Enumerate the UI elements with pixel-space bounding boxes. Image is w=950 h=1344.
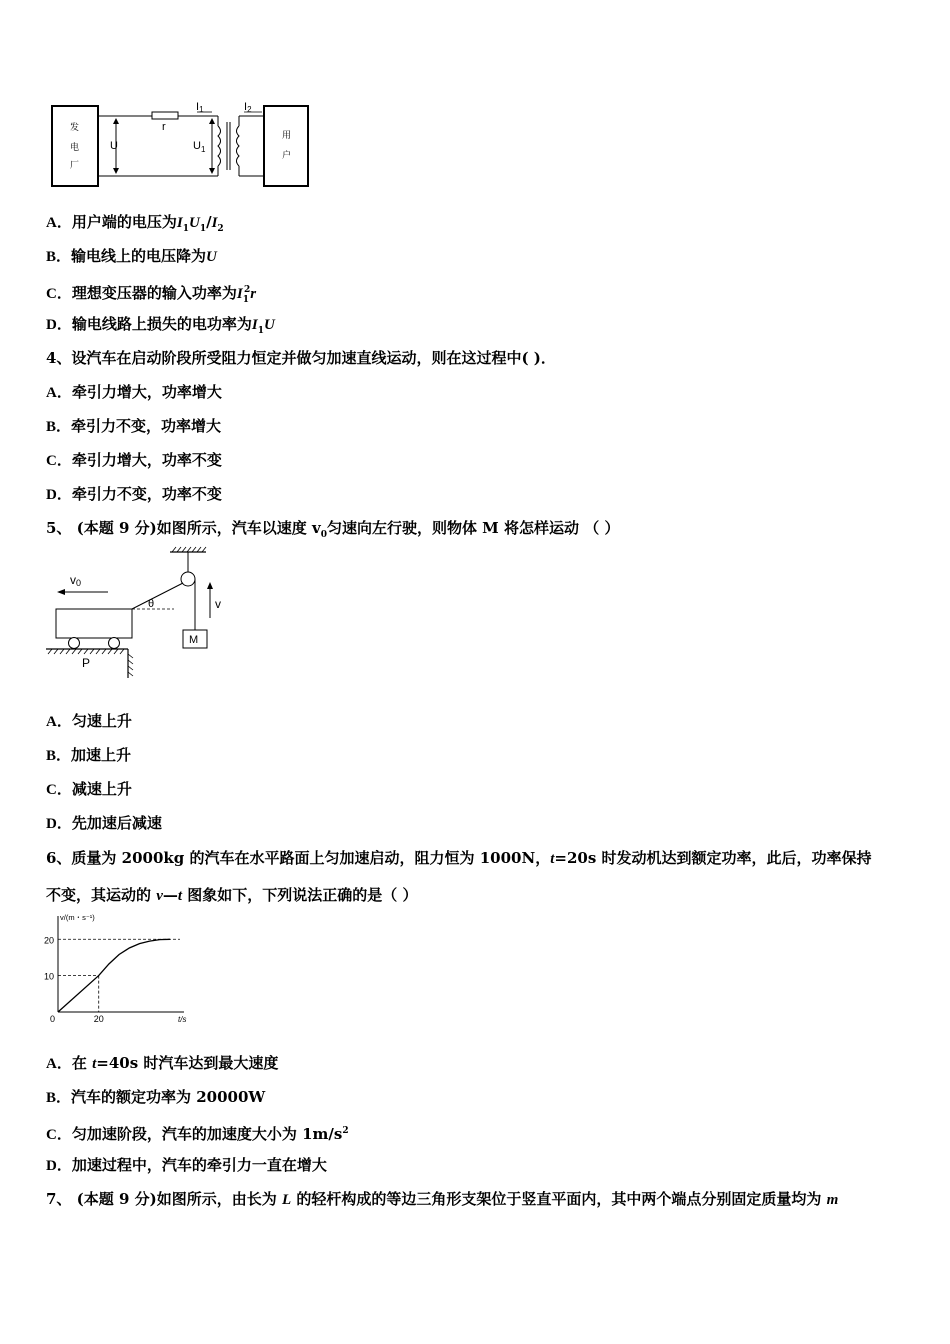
option-text: 输电线上的电压降为 bbox=[71, 247, 207, 265]
I1-label: I bbox=[196, 101, 200, 113]
q3-option-c[interactable]: C．理想变压器的输入功率为$I_1^2r$ bbox=[46, 284, 257, 305]
q6-option-c[interactable]: C．匀加速阶段，汽车的加速度大小为 $1m/s^2$ bbox=[46, 1125, 349, 1143]
user-label-2: 户 bbox=[282, 150, 292, 160]
U-label: U bbox=[110, 140, 118, 152]
U1-sub: 1 bbox=[200, 145, 206, 154]
car-wheel-right bbox=[109, 638, 120, 649]
generator-label-2: 电 bbox=[70, 142, 80, 152]
v-label: v bbox=[215, 597, 221, 611]
generator-label-1: 发 bbox=[70, 122, 80, 132]
q6-option-d[interactable]: D．加速过程中，汽车的牵引力一直在增大 bbox=[46, 1156, 327, 1174]
theta-label: θ bbox=[148, 598, 155, 610]
vt-chart bbox=[40, 912, 190, 1024]
q5-option-c[interactable]: C．减速上升 bbox=[46, 780, 132, 798]
I2-sub: 2 bbox=[247, 105, 252, 114]
q5-stem: 5、 (本题 9 分)如图所示，汽车以速度 $v_0$匀速向左行驶，则物体 M 将怎样运动 （ ） bbox=[46, 519, 620, 540]
v0-label: v bbox=[70, 573, 76, 587]
q5-option-d[interactable]: D．先加速后减速 bbox=[46, 814, 162, 832]
resistor-r bbox=[152, 112, 178, 119]
x-tick-label-20: 20 bbox=[93, 1014, 104, 1024]
power-transmission-diagram bbox=[46, 96, 316, 192]
q4-option-a[interactable]: A．牵引力增大，功率增大 bbox=[46, 383, 222, 401]
q6-stem-line1: 6、质量为 2000kg 的汽车在水平路面上匀加速启动，阻力恒为 1000N，t=20s 时发动机达到额定功率，此后，功率保持 bbox=[46, 849, 872, 867]
option-letter: D． bbox=[46, 317, 72, 333]
U1-label: U bbox=[193, 140, 201, 152]
q7-stem: 7、 (本题 9 分)如图所示，由长为 L 的轻杆构成的等边三角形支架位于竖直平面内，其中两个端点分别固定质量均为 m bbox=[46, 1190, 839, 1208]
pulley bbox=[181, 572, 195, 586]
q5-option-b[interactable]: B．加速上升 bbox=[46, 746, 132, 764]
x-tick-label-0: 0 bbox=[50, 1014, 56, 1024]
car-body bbox=[56, 609, 132, 638]
I2-label: I bbox=[244, 101, 248, 113]
resistor-label: r bbox=[162, 121, 166, 133]
option-text: 输电线路上损失的电功率为 bbox=[71, 315, 252, 333]
I1-sub: 1 bbox=[199, 105, 204, 114]
y-tick-label-10: 10 bbox=[44, 971, 55, 982]
q4-option-d[interactable]: D．牵引力不变，功率不变 bbox=[46, 485, 222, 503]
option-letter: C． bbox=[46, 286, 72, 302]
q6-stem-line2: 不变，其运动的 v—t 图象如下，下列说法正确的是（ ） bbox=[46, 886, 418, 904]
q3-option-d[interactable]: D．输电线路上损失的电功率为$I_1U$ bbox=[46, 315, 275, 336]
q6-option-a[interactable]: A．在 t=40s 时汽车达到最大速度 bbox=[46, 1054, 279, 1072]
y-tick-label-20: 20 bbox=[44, 935, 55, 946]
x-axis-label: t/s bbox=[178, 1015, 187, 1024]
q5-option-a[interactable]: A．匀速上升 bbox=[46, 712, 132, 730]
q4-option-b[interactable]: B．牵引力不变，功率增大 bbox=[46, 417, 222, 435]
q3-option-a[interactable]: A．用户端的电压为$I_1U_1/I_2$ bbox=[46, 213, 224, 234]
q4-stem: 4、设汽车在启动阶段所受阻力恒定并做匀加速直线运动，则在这过程中( )． bbox=[46, 349, 556, 367]
generator-label-3: 厂 bbox=[70, 160, 80, 170]
M-label: M bbox=[189, 634, 199, 646]
q3-option-b[interactable]: B．输电线上的电压降为U bbox=[46, 247, 217, 265]
car-pulley-diagram bbox=[44, 546, 244, 682]
option-letter: B． bbox=[46, 249, 72, 265]
option-text: 理想变压器的输入功率为 bbox=[71, 284, 237, 302]
P-label: P bbox=[82, 656, 91, 670]
q4-option-c[interactable]: C．牵引力增大，功率不变 bbox=[46, 451, 222, 469]
q6-option-b[interactable]: B．汽车的额定功率为 20000W bbox=[46, 1088, 266, 1106]
car-wheel-left bbox=[69, 638, 80, 649]
option-letter: A． bbox=[46, 215, 72, 231]
svg-text:v0 bbox=[70, 573, 81, 588]
user-label-1: 用 bbox=[282, 130, 292, 140]
v0-sub: 0 bbox=[76, 578, 82, 588]
user-box bbox=[264, 106, 308, 186]
y-axis-label: v/(m・s⁻¹) bbox=[60, 913, 95, 922]
svg-text:U1 bbox=[193, 140, 206, 154]
option-text: 用户端的电压为 bbox=[71, 213, 177, 231]
